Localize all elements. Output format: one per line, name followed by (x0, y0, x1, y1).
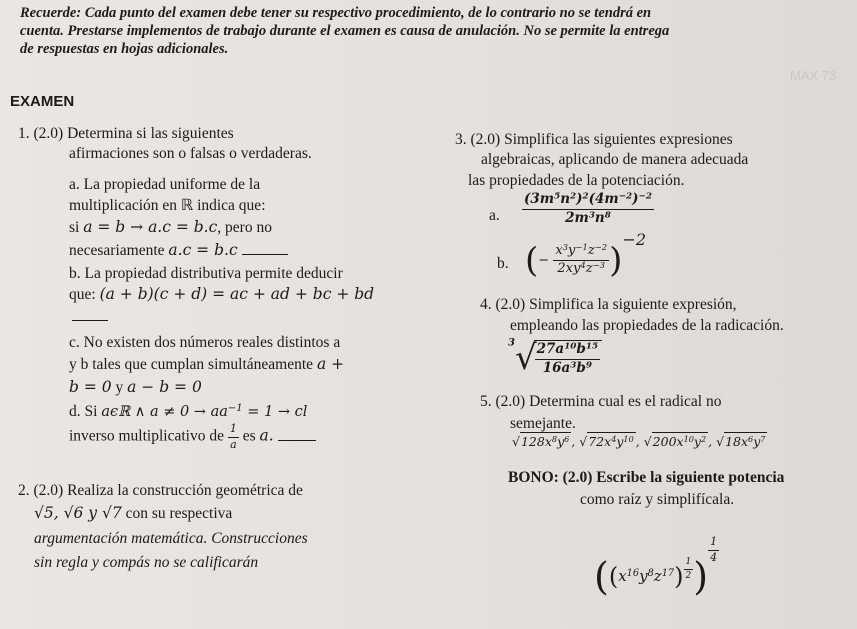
q4-radicand (534, 340, 602, 376)
q1-d-inverso: inverso multiplicativo de (69, 427, 224, 445)
q1-a-answer-blank[interactable] (242, 244, 288, 255)
q3-line-2: algebraicas, aplicando de manera adecuada (481, 151, 749, 168)
q1-c-eq2: a − b = 0 (127, 378, 202, 396)
q1-a-pero-no: , pero no (217, 219, 272, 236)
bonus-line-1 (508, 470, 784, 486)
q1-d-line-1 (69, 404, 307, 420)
exam-title: EXAMEN (10, 93, 75, 110)
q1-b-line-2 (69, 287, 374, 303)
q1-a-line-4 (69, 243, 288, 259)
q1-c-line-1: c. No existen dos números reales distintos a (69, 334, 341, 351)
q1-d-fraction (228, 423, 239, 451)
q1-d-answer-blank[interactable] (278, 430, 316, 441)
q3-b-expression: (− $\frac{x^3y^{-1}z^{-2}}{2xy^4z^{-3}}$ )$^{-2}$ (525, 230, 647, 281)
q3-b-label: b. (497, 255, 509, 272)
bonus-line-2: como raíz y simplifícala. (580, 491, 735, 508)
q3-a-expression (522, 192, 654, 226)
q1-b-answer-blank[interactable] (72, 320, 108, 321)
q1-a-line-1: a. La propiedad uniforme de la (69, 176, 261, 193)
q3-a-fraction (522, 192, 654, 226)
q2-line-3-text: argumentación matemática. Construcciones (34, 530, 308, 547)
q2-line-2 (34, 506, 232, 522)
q3-a-denominator: $2m^3n^8$ (565, 209, 611, 226)
q3-a-label: a. (489, 207, 500, 224)
q1-c-line-2 (69, 357, 344, 373)
q1-a-line-3 (69, 220, 272, 236)
q1-d-exp: −1 (227, 402, 243, 414)
q3-b-fraction (553, 244, 609, 277)
q1-d-frac-num: 1 (228, 423, 239, 438)
q4-line-1: 4. (2.0) Simplifica la siguiente expresión, (480, 296, 737, 313)
header-line-2: cuenta. Prestarse implementos de trabajo durante el examen es causa de anulación. No se permite la entrega (20, 23, 670, 39)
q4-radical: $^3$√ $\frac{27a^{10}b^{15}}{16a^3b^9}$ (508, 340, 602, 376)
q3-line-1: 3. (2.0) Simplifica las siguientes expresiones (455, 131, 733, 148)
q1-a-line-2: multiplicación en ℝ indica que: (69, 197, 266, 214)
q1-a-implication: a = b → a.c = b.c (83, 218, 218, 236)
bonus-line-1-text: BONO: (2.0) Escribe la siguiente potencia (508, 469, 785, 486)
q4-line-2: empleando las propiedades de la radicación. (510, 317, 784, 334)
q1-c-line-3 (69, 380, 202, 396)
q1-b-que: que: (69, 286, 96, 303)
q4-root-index: 3 (508, 337, 515, 349)
q2-roots: √5, √6 y √7 (34, 504, 122, 522)
bonus-expression: ($(x^{16}y^8z^{17})$ $\frac{1}{2}$ ) $\frac{1}{4}$ (594, 535, 718, 599)
q1-d-frac-den: a (230, 437, 237, 451)
q2-respectiva: con su respectiva (125, 505, 233, 522)
q1-a-necesariamente: necesariamente (69, 242, 165, 259)
q1-c-eq1: b = 0 (69, 378, 112, 396)
header-line-1: Recuerde: Cada punto del examen debe tener su respectivo procedimiento, de lo contrario no se tendrá en (20, 5, 652, 21)
q2-line-1: 2. (2.0) Realiza la construcción geométrica de (18, 482, 303, 499)
q3-line-3: las propiedades de la potenciación. (468, 172, 685, 189)
q3-b-numerator: $x^3y^{-1}z^{-2}$ (553, 244, 609, 261)
q3-a-numerator: $(3m^5n^2)^2(4m^{-2})^{-2}$ (522, 192, 654, 210)
q4-denominator: $16a^3b^9$ (542, 359, 592, 376)
q1-d-si: d. Si (69, 403, 98, 420)
q1-d-line-2 (69, 423, 316, 451)
header-line-3: de respuestas en hojas adicionales. (20, 41, 229, 57)
q1-c-text: y b tales que cumplan simultáneamente (69, 356, 314, 373)
q1-c-y: y (115, 379, 124, 396)
q1-d-var: a. (259, 426, 274, 445)
q1-b-equation: (a + b)(c + d) = ac + ad + bc + bd (99, 285, 375, 303)
q1-d-es: es (242, 427, 256, 445)
q1-d-math: aϵℝ ∧ a ≠ 0 → aa (101, 404, 228, 420)
q5-line-2: semejante. (510, 415, 576, 432)
q1-stem-line-2: afirmaciones son o falsas o verdaderas. (69, 145, 312, 162)
q2-line-4: sin regla y compás no se calificarán (34, 554, 259, 571)
bleed-through-text: MAX 73 (790, 68, 837, 83)
q5-radicals: $√128x^8y^6$ , $√72x^4y^{10}$ , $√200x^{10}y^2$ , $√18x^6y^7$ (512, 433, 766, 449)
q1-b-line-1: b. La propiedad distributiva permite deducir (69, 265, 343, 282)
q2-line-3 (34, 531, 308, 547)
q5-line-1: 5. (2.0) Determina cual es el radical no (480, 393, 722, 410)
q1-d-tail: = 1 → cl (242, 404, 308, 420)
q1-stem-line-1: 1. (2.0) Determina si las siguientes (18, 125, 234, 142)
q4-numerator: $27a^{10}b^{15}$ (535, 342, 600, 360)
q1-a-equation: a.c = b.c (168, 241, 238, 259)
q1-c-math: a + (316, 355, 345, 373)
q3-b-denominator: $2xy^4z^{-3}$ (557, 259, 606, 277)
q1-a-si: si (69, 219, 80, 236)
